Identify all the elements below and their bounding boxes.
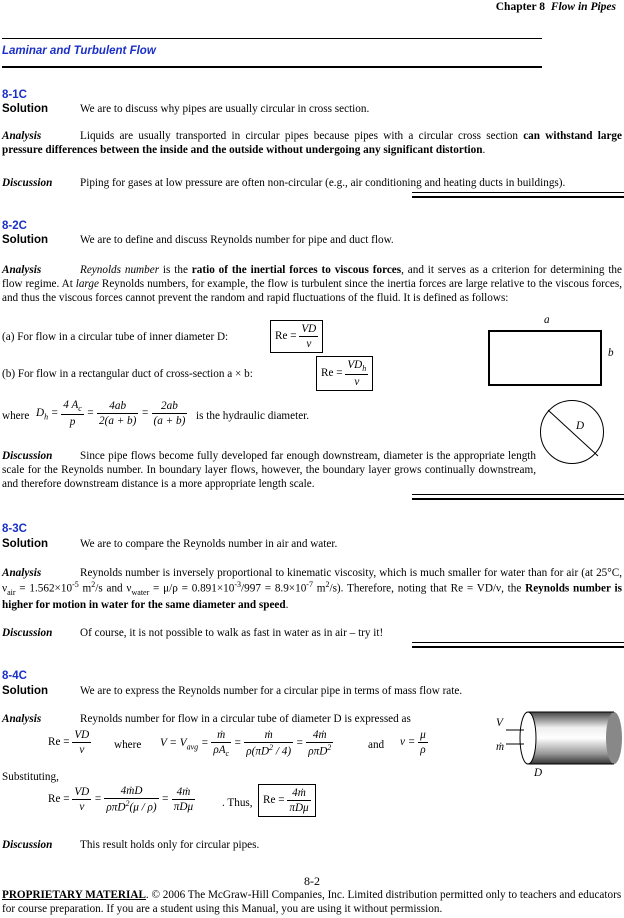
problem-number: 8-2C: [2, 220, 27, 232]
case-a-label: (a) For flow in a circular tube of inner diameter D:: [2, 331, 229, 343]
text: Reynolds number is inversely proportional to kinematic viscosity, which is much smaller for water than for air (at 25°C, ν: [2, 567, 622, 595]
footer-text: . © 2006 The McGraw-Hill Companies, Inc. Limited distribution permitted only to teachers and educators for course preparation. If you are a student using this Manual, you are using it without permission.: [2, 889, 622, 915]
analysis-bold: can withstand large pressure differences between the inside and the outside without undergoing any significant distortion: [2, 130, 622, 156]
solution-text: We are to compare the Reynolds number in air and water.: [80, 538, 338, 550]
discussion-paragraph: [2, 176, 622, 190]
solution-line: [2, 684, 463, 698]
fig-label-mdot: ṁ: [496, 741, 505, 753]
analysis-label: Analysis: [2, 713, 42, 725]
superscript: -7: [306, 580, 313, 589]
subscript: air: [7, 587, 16, 597]
rule-3: [412, 642, 624, 643]
solution-text: We are to discuss why pipes are usually circular in cross section.: [80, 103, 370, 115]
hydraulic-text: is the hydraulic diameter.: [196, 410, 310, 422]
equation-velocity: $V = V_{avg}$ = ṁ $\rho A_c$ = $\frac{\text{ṁ}}{\rho(\pi D^2 / 4)}$ = 4ṁ ρπD$^2$: [160, 729, 332, 759]
page-number: 8-2: [304, 874, 320, 888]
analysis-label: Analysis: [2, 264, 42, 276]
chapter-label: Chapter 8: [495, 1, 546, 13]
text: /s). Therefore, noting that Re = VD/ν, the: [329, 582, 526, 595]
text: /997 = 8.9×10: [241, 582, 307, 595]
text-italic: large: [75, 278, 99, 290]
fig-label-a: a: [544, 314, 550, 326]
discussion-label: Discussion: [2, 450, 53, 462]
analysis-text: Reynolds number for flow in a circular tube of diameter D is expressed as: [80, 713, 411, 725]
term-reynolds: Reynolds number: [80, 264, 160, 276]
text: , and it serves as a criterion for determining the flow regime. At: [2, 264, 622, 290]
text: .: [285, 598, 289, 611]
solution-text: We are to express the Reynolds number for a circular pipe in terms of mass flow rate.: [80, 685, 463, 697]
discussion-label: Discussion: [2, 839, 53, 851]
rule-top: [2, 38, 542, 39]
equation-re-circular: Re = $\frac{VD}{\nu}$: [270, 320, 323, 353]
equation-hydraulic-diameter: $D_h$ = $\frac{4 A_c}{p}$ = $\frac{4ab}{2(a + b)}$ = $\frac{2ab}{(a + b)}$: [36, 399, 186, 429]
analysis-paragraph: [2, 712, 502, 726]
substituting-label: Substituting,: [2, 771, 59, 783]
rule-2: [412, 494, 624, 495]
running-header: [496, 0, 616, 14]
solution-label: Solution: [2, 685, 48, 697]
rule-1: [412, 192, 624, 193]
solution-line: [2, 233, 394, 247]
superscript: 2: [325, 580, 330, 589]
discussion-text: This result holds only for circular pipes.: [80, 839, 260, 851]
analysis-paragraph: [2, 263, 622, 305]
superscript: -5: [72, 580, 79, 589]
where-label: where: [114, 739, 142, 751]
discussion-paragraph: [2, 449, 536, 491]
rule-3b: [412, 646, 624, 648]
superscript: 2: [91, 580, 96, 589]
section-title: Laminar and Turbulent Flow: [2, 45, 156, 57]
discussion-paragraph: [2, 626, 622, 640]
text: Reynolds numbers, for example, the flow is turbulent since the inertia forces are large relative to the viscous forces, and thus the viscous forces cannot prevent the random and rapid fluctuations of the fluid. It is defined as follows:: [2, 278, 622, 304]
discussion-text: Of course, it is not possible to walk as fast in water as in air – try it!: [80, 627, 384, 639]
solution-line: [2, 537, 338, 551]
rule-1b: [412, 196, 624, 198]
pipe-cylinder-figure: [500, 708, 624, 768]
footer-bold: PROPRIETARY MATERIAL: [2, 889, 146, 901]
text: is the: [159, 264, 192, 276]
thus-label: . Thus,: [222, 797, 253, 809]
analysis-label: Analysis: [2, 130, 42, 142]
diameter-line: [540, 400, 604, 464]
text: /s and ν: [95, 582, 132, 595]
equation-substitution: Re = $\frac{VD}{\nu}$ = 4ṁD ρπD$^2$(μ / ρ) = 4ṁ πDμ: [48, 785, 194, 814]
fig-label-d: D: [534, 767, 543, 779]
analysis-bold: Reynolds number is higher for motion in water for the same diameter and speed: [2, 582, 623, 611]
solution-label: Solution: [2, 234, 48, 246]
text: = μ/ρ = 0.891×10: [149, 582, 235, 595]
case-b-label: (b) For flow in a rectangular duct of cross-section a × b:: [2, 368, 253, 380]
fig-label-b: b: [608, 347, 614, 359]
text: m: [312, 582, 326, 595]
analysis-end: .: [482, 144, 486, 156]
discussion-label: Discussion: [2, 177, 53, 189]
equation-re-rect: Re = $VD_h$ ν: [316, 356, 373, 391]
rule-section: [2, 66, 542, 68]
discussion-paragraph: [2, 838, 622, 852]
discussion-text: Piping for gases at low pressure are often non-circular (e.g., air conditioning and heating ducts in buildings).: [80, 177, 566, 189]
problem-number: 8-1C: [2, 89, 27, 101]
fig-label-v: V: [496, 717, 503, 729]
equation-nu: ν = $\frac{\mu}{\rho}$: [400, 729, 426, 756]
subscript: water: [131, 587, 150, 597]
solution-label: Solution: [2, 538, 48, 550]
footer: [2, 888, 622, 916]
superscript: -3: [234, 580, 242, 589]
rule-2b: [412, 498, 624, 500]
equation-result: Re = 4ṁ πDμ: [258, 784, 316, 817]
analysis-label: Analysis: [2, 567, 42, 579]
analysis-paragraph: [2, 566, 622, 612]
fig-label-d: D: [576, 420, 585, 432]
text: m: [78, 582, 92, 595]
chapter-title: Flow in Pipes: [550, 1, 616, 13]
problem-number: 8-4C: [2, 670, 27, 682]
equation-re: Re = $\frac{VD}{\nu}$: [48, 729, 90, 756]
rectangular-duct-figure: [488, 330, 602, 386]
solution-text: We are to define and discuss Reynolds number for pipe and duct flow.: [80, 234, 394, 246]
analysis-bold: ratio of the inertial forces to viscous forces: [191, 264, 402, 276]
where-label: where: [2, 410, 30, 422]
solution-line: [2, 102, 370, 116]
discussion-label: Discussion: [2, 627, 53, 639]
solution-label: Solution: [2, 103, 48, 115]
and-label: and: [368, 739, 385, 751]
problem-number: 8-3C: [2, 523, 27, 535]
discussion-text: Since pipe flows become fully developed far enough downstream, diameter is the appropriate length scale for the Reynolds number. In boundary layer flows, however, the boundary layer grows continually downstream, and therefore downstream distance is a more appropriate length scale.: [2, 450, 536, 490]
analysis-text: Liquids are usually transported in circular pipes because pipes with a circular cross section: [80, 130, 524, 142]
analysis-paragraph: [2, 129, 622, 157]
text: = 1.562×10: [15, 582, 73, 595]
